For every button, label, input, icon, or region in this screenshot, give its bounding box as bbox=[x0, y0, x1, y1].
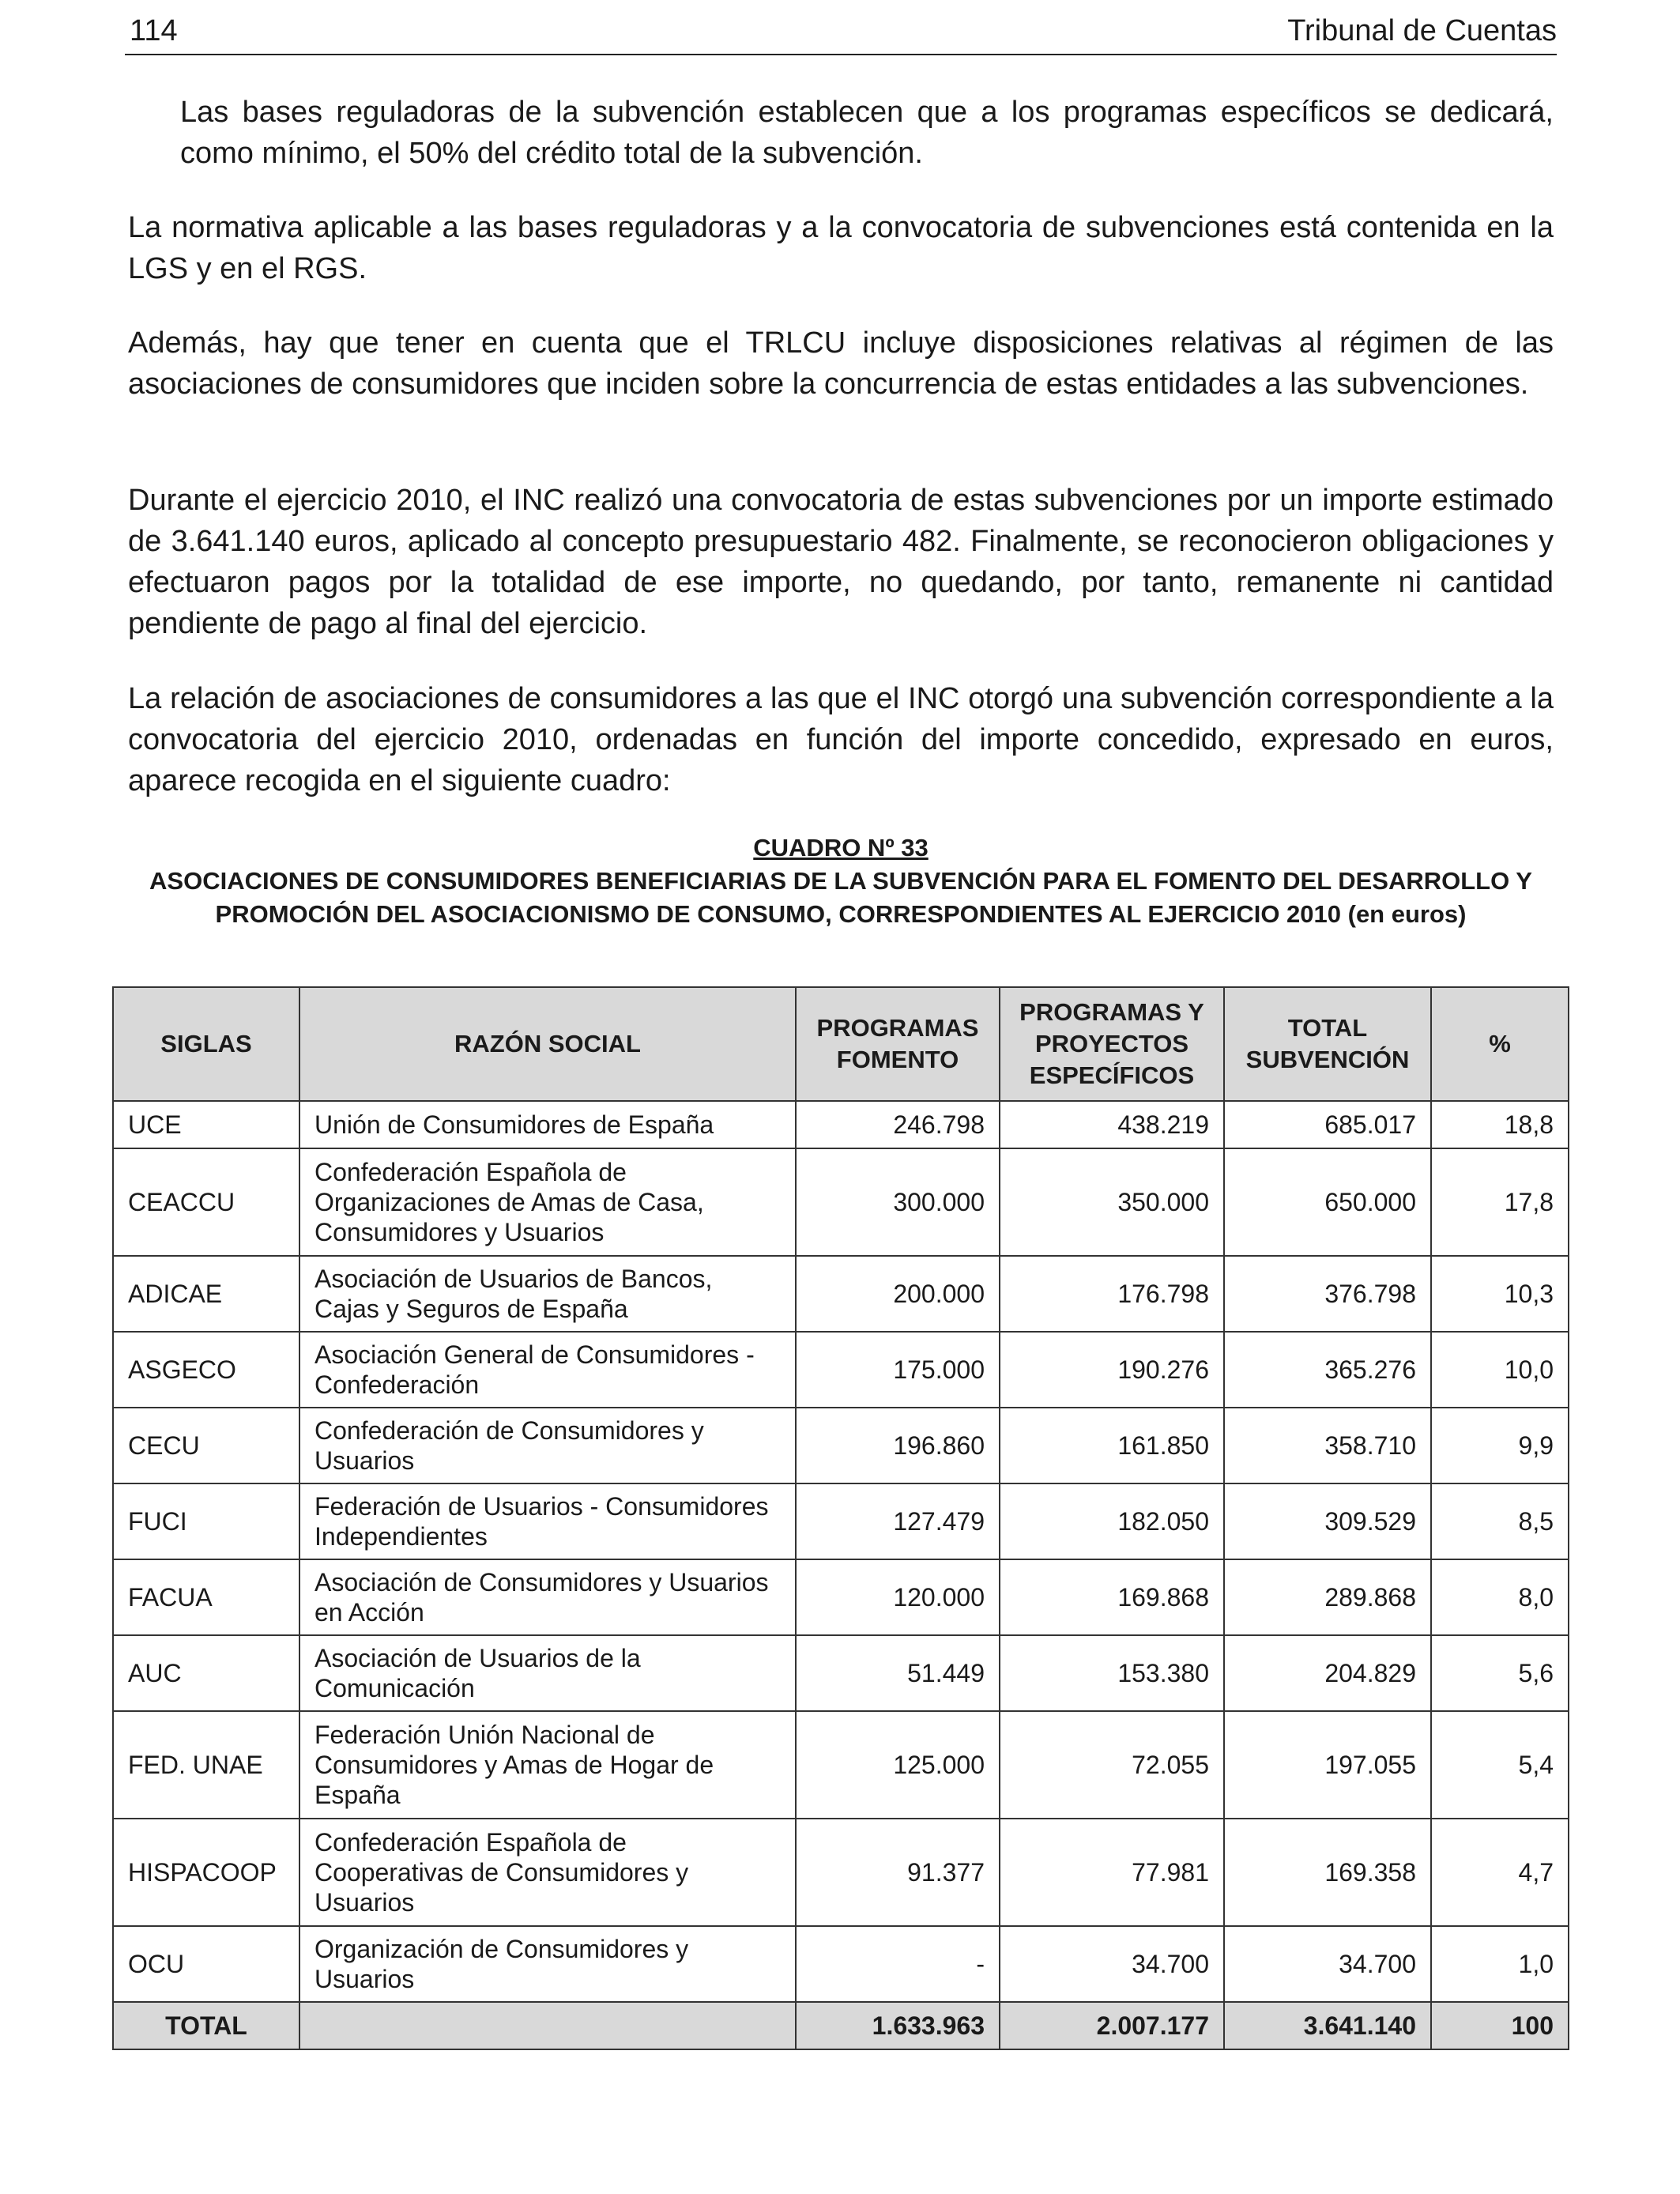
cell-especificos: 350.000 bbox=[1000, 1148, 1224, 1256]
cell-fomento: 246.798 bbox=[796, 1101, 1000, 1148]
table-row bbox=[113, 1408, 1569, 1483]
cell-especificos: 438.219 bbox=[1000, 1101, 1224, 1148]
table-row bbox=[113, 1635, 1569, 1711]
total-razon-social-empty bbox=[299, 2002, 796, 2049]
cell-especificos: 77.981 bbox=[1000, 1819, 1224, 1926]
header-programas-especificos: PROGRAMAS Y PROYECTOS ESPECÍFICOS bbox=[1000, 987, 1224, 1101]
cell-siglas: UCE bbox=[113, 1101, 299, 1148]
paragraph-convocatoria-2010: Durante el ejercicio 2010, el INC realizó una convocatoria de estas subvenciones por un importe estimado de 3.641.140 euros, aplicado al concepto presupuestario 482. Finalmente, se reconocieron obligaciones y efectuaron pagos por la totalidad de ese importe, no quedando, por tanto, remanente ni cantidad pendiente de pago al final del ejercicio. bbox=[128, 484, 1554, 640]
page-header bbox=[125, 9, 1557, 55]
cell-percent: 17,8 bbox=[1431, 1148, 1569, 1256]
cell-siglas: ASGECO bbox=[113, 1332, 299, 1408]
total-percent: 100 bbox=[1431, 2002, 1569, 2049]
cell-fomento: - bbox=[796, 1926, 1000, 2002]
table-total-row bbox=[113, 2002, 1569, 2049]
cell-total: 197.055 bbox=[1224, 1711, 1431, 1819]
cell-total: 289.868 bbox=[1224, 1559, 1431, 1635]
cell-siglas: CECU bbox=[113, 1408, 299, 1483]
cell-siglas: HISPACOOP bbox=[113, 1819, 299, 1926]
running-head: Tribunal de Cuentas bbox=[1287, 14, 1557, 47]
cell-especificos: 34.700 bbox=[1000, 1926, 1224, 2002]
cell-siglas: ADICAE bbox=[113, 1256, 299, 1332]
cell-fomento: 196.860 bbox=[796, 1408, 1000, 1483]
table-row bbox=[113, 1819, 1569, 1926]
cell-percent: 10,0 bbox=[1431, 1332, 1569, 1408]
cell-razon-social: Organización de Consumidores y Usuarios bbox=[299, 1926, 796, 2002]
cell-fomento: 120.000 bbox=[796, 1559, 1000, 1635]
table-row bbox=[113, 1926, 1569, 2002]
cell-razon-social: Confederación Española de Organizaciones de Amas de Casa, Consumidores y Usuarios bbox=[299, 1148, 796, 1256]
table-row bbox=[113, 1483, 1569, 1559]
cell-fomento: 175.000 bbox=[796, 1332, 1000, 1408]
cell-percent: 4,7 bbox=[1431, 1819, 1569, 1926]
table-row bbox=[113, 1711, 1569, 1819]
cell-percent: 9,9 bbox=[1431, 1408, 1569, 1483]
table-title: ASOCIACIONES DE CONSUMIDORES BENEFICIARIAS DE LA SUBVENCIÓN PARA EL FOMENTO DEL DESARROLLO Y PROMOCIÓN DEL ASOCIACIONISMO DE CONSUMO, CORRESPONDIENTES AL EJERCICIO 2010 (en euros) bbox=[149, 867, 1532, 928]
cell-razon-social: Federación Unión Nacional de Consumidores y Amas de Hogar de España bbox=[299, 1711, 796, 1819]
paragraph-relacion-asociaciones: La relación de asociaciones de consumidores a las que el INC otorgó una subvención correspondiente a la convocatoria del ejercicio 2010, ordenadas en función del importe concedido, expresado en euros, aparece recogida en el siguiente cuadro: bbox=[128, 682, 1554, 797]
cell-percent: 8,0 bbox=[1431, 1559, 1569, 1635]
cell-razon-social: Asociación de Usuarios de la Comunicación bbox=[299, 1635, 796, 1711]
cell-siglas: CEACCU bbox=[113, 1148, 299, 1256]
cell-especificos: 161.850 bbox=[1000, 1408, 1224, 1483]
total-especificos: 2.007.177 bbox=[1000, 2002, 1224, 2049]
cell-especificos: 176.798 bbox=[1000, 1256, 1224, 1332]
cell-total: 204.829 bbox=[1224, 1635, 1431, 1711]
cell-razon-social: Asociación de Usuarios de Bancos, Cajas y Seguros de España bbox=[299, 1256, 796, 1332]
cell-razon-social: Federación de Usuarios - Consumidores Independientes bbox=[299, 1483, 796, 1559]
table-row bbox=[113, 1101, 1569, 1148]
cell-especificos: 153.380 bbox=[1000, 1635, 1224, 1711]
cell-total: 365.276 bbox=[1224, 1332, 1431, 1408]
cell-fomento: 300.000 bbox=[796, 1148, 1000, 1256]
cell-siglas: FACUA bbox=[113, 1559, 299, 1635]
cell-total: 358.710 bbox=[1224, 1408, 1431, 1483]
cell-razon-social: Asociación de Consumidores y Usuarios en Acción bbox=[299, 1559, 796, 1635]
total-fomento: 1.633.963 bbox=[796, 2002, 1000, 2049]
cell-percent: 10,3 bbox=[1431, 1256, 1569, 1332]
header-percent: % bbox=[1431, 987, 1569, 1101]
cell-total: 309.529 bbox=[1224, 1483, 1431, 1559]
cell-razon-social: Confederación de Consumidores y Usuarios bbox=[299, 1408, 796, 1483]
table-caption bbox=[125, 831, 1557, 931]
cell-percent: 18,8 bbox=[1431, 1101, 1569, 1148]
cell-percent: 5,4 bbox=[1431, 1711, 1569, 1819]
table-row bbox=[113, 1148, 1569, 1256]
table-row bbox=[113, 1332, 1569, 1408]
cell-total: 34.700 bbox=[1224, 1926, 1431, 2002]
cell-total: 650.000 bbox=[1224, 1148, 1431, 1256]
page-number: 114 bbox=[130, 14, 178, 47]
table-number: CUADRO Nº 33 bbox=[753, 834, 929, 861]
cell-razon-social: Asociación General de Consumidores - Confederación bbox=[299, 1332, 796, 1408]
cell-especificos: 169.868 bbox=[1000, 1559, 1224, 1635]
header-razon-social: RAZÓN SOCIAL bbox=[299, 987, 796, 1101]
cell-siglas: FUCI bbox=[113, 1483, 299, 1559]
cell-especificos: 72.055 bbox=[1000, 1711, 1224, 1819]
header-total-subvencion: TOTAL SUBVENCIÓN bbox=[1224, 987, 1431, 1101]
paragraph-normativa: La normativa aplicable a las bases reguladoras y a la convocatoria de subvenciones está contenida en la LGS y en el RGS. bbox=[128, 211, 1554, 285]
cell-percent: 1,0 bbox=[1431, 1926, 1569, 2002]
subsidy-table bbox=[112, 986, 1569, 2050]
cell-percent: 5,6 bbox=[1431, 1635, 1569, 1711]
header-siglas: SIGLAS bbox=[113, 987, 299, 1101]
cell-fomento: 51.449 bbox=[796, 1635, 1000, 1711]
cell-siglas: FED. UNAE bbox=[113, 1711, 299, 1819]
total-label: TOTAL bbox=[113, 2002, 299, 2049]
cell-percent: 8,5 bbox=[1431, 1483, 1569, 1559]
table-row bbox=[113, 1256, 1569, 1332]
cell-fomento: 125.000 bbox=[796, 1711, 1000, 1819]
cell-especificos: 190.276 bbox=[1000, 1332, 1224, 1408]
table-row bbox=[113, 1559, 1569, 1635]
table-header-row bbox=[113, 987, 1569, 1101]
cell-fomento: 200.000 bbox=[796, 1256, 1000, 1332]
paragraph-trlcu: Además, hay que tener en cuenta que el TRLCU incluye disposiciones relativas al régimen de las asociaciones de consumidores que inciden sobre la concurrencia de estas entidades a las subvenciones. bbox=[128, 326, 1554, 401]
cell-siglas: AUC bbox=[113, 1635, 299, 1711]
cell-total: 376.798 bbox=[1224, 1256, 1431, 1332]
paragraph-programas-especificos: Las bases reguladoras de la subvención establecen que a los programas específicos se dedicará, como mínimo, el 50% del crédito total de la subvención. bbox=[180, 96, 1554, 170]
cell-fomento: 91.377 bbox=[796, 1819, 1000, 1926]
cell-total: 169.358 bbox=[1224, 1819, 1431, 1926]
cell-especificos: 182.050 bbox=[1000, 1483, 1224, 1559]
cell-razon-social: Unión de Consumidores de España bbox=[299, 1101, 796, 1148]
cell-total: 685.017 bbox=[1224, 1101, 1431, 1148]
header-programas-fomento: PROGRAMAS FOMENTO bbox=[796, 987, 1000, 1101]
cell-siglas: OCU bbox=[113, 1926, 299, 2002]
total-subvencion: 3.641.140 bbox=[1224, 2002, 1431, 2049]
cell-fomento: 127.479 bbox=[796, 1483, 1000, 1559]
cell-razon-social: Confederación Española de Cooperativas de Consumidores y Usuarios bbox=[299, 1819, 796, 1926]
